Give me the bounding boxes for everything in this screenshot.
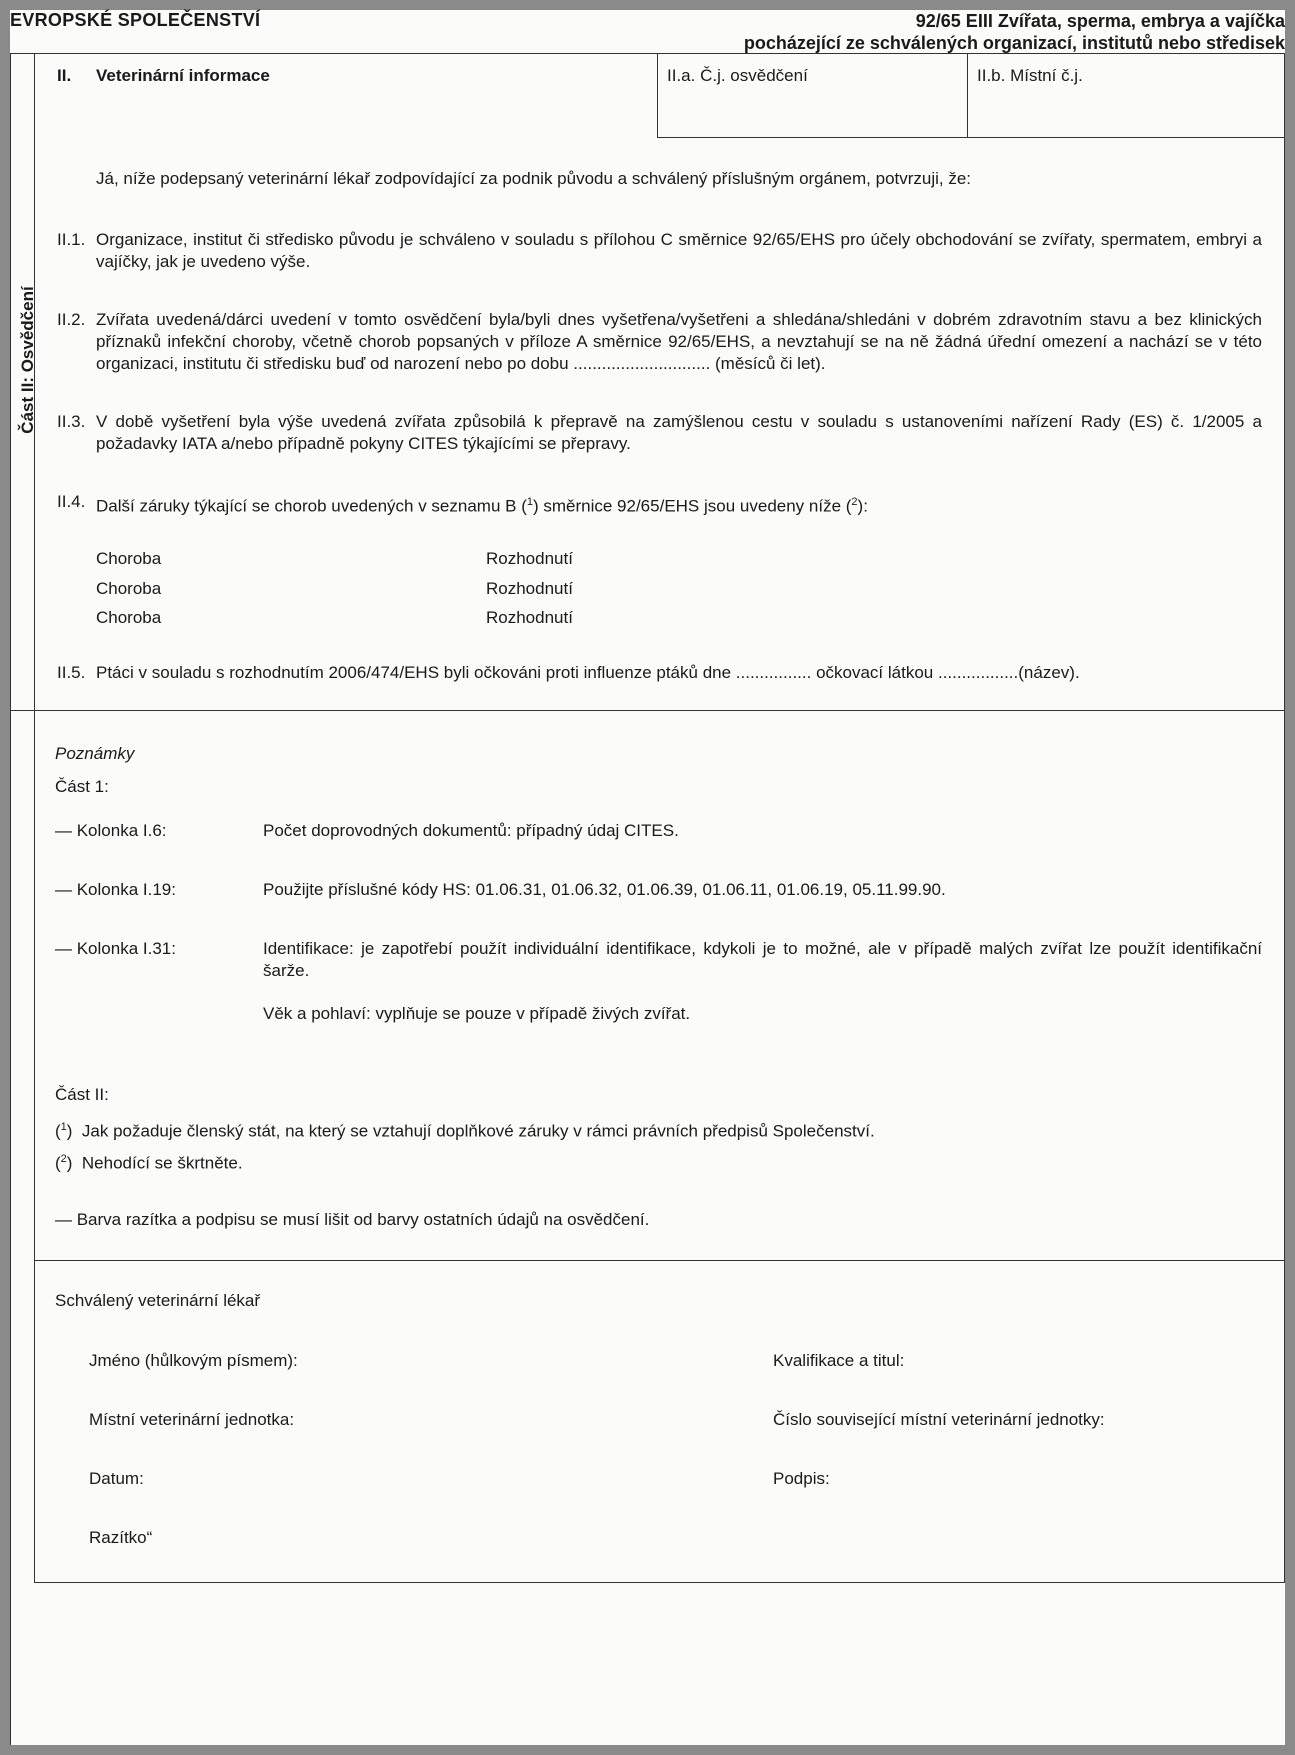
date-field: Datum: — [89, 1469, 144, 1488]
box-label: — Kolonka I.19: — [55, 880, 176, 899]
disease-label: Choroba — [96, 579, 162, 598]
notes-title: Poznámky — [55, 744, 135, 763]
qualification-field: Kvalifikace a titul: — [773, 1351, 905, 1370]
box-label: — Kolonka I.6: — [55, 821, 167, 840]
local-number-field: II.b. Místní č.j. — [977, 66, 1083, 85]
box-label: — Kolonka I.31: — [55, 939, 176, 958]
footnote-1: ($^1$) Jak požaduje členský stát, na který se vztahují doplňkové záruky v rámci právních předpisů Společenství. — [55, 1121, 875, 1141]
header-right-line1: 92/65 EIII Zvířata, sperma, embrya a vajíčka — [915, 11, 1285, 31]
notes-part2: Část II: — [55, 1085, 109, 1104]
item-number: II.5. — [57, 663, 86, 682]
box-note: Počet doprovodných dokumentů: případný údaj CITES. — [263, 821, 679, 840]
disease-label: Choroba — [96, 608, 162, 627]
notes-divider — [34, 710, 1285, 711]
item-number: II.1. — [57, 230, 86, 249]
frame-left — [10, 53, 11, 1745]
vet-unit-field: Místní veterinární jednotka: — [89, 1410, 295, 1429]
section-number: II. — [57, 66, 72, 85]
item-text: Zvířata uvedená/dárci uvedení v tomto osvědčení byla/byli dnes vyšetřena/vyšetřeni a shledána/shledáni v dobrém zdravotním stavu a bez klinických příznaků infekční choroby, včetně chorob popsaných v příloze A směrnice 92/65/EHS, a nevztahují se na ně žádná úřední omezení a nachází se v této organizaci, institutu či středisku buď od narození nebo po dobu ............................. (měsíců či let). — [96, 310, 1262, 373]
cert-no-box-left — [657, 53, 658, 137]
box-note: Použijte příslušné kódy HS: 01.06.31, 01.06.32, 01.06.39, 01.06.11, 01.06.19, 05.11.99.90. — [263, 880, 946, 899]
vet-unit-number-field: Číslo související místní veterinární jednotky: — [773, 1410, 1105, 1429]
item-text: Ptáci v souladu s rozhodnutím 2006/474/EHS byli očkováni proti influenze ptáků dne ................ očkovací látkou .................(název). — [96, 663, 1080, 682]
footnote-2: ($^2$) Nehodící se škrtněte. — [55, 1153, 243, 1173]
disease-label: Choroba — [96, 549, 162, 568]
side-label: Část II: Osvědčení — [18, 286, 37, 434]
stamp-field: Razítko“ — [89, 1528, 153, 1547]
signature-title: Schválený veterinární lékař — [55, 1291, 261, 1310]
item-number: II.2. — [57, 310, 86, 329]
header-divider — [10, 53, 1285, 54]
signature-field: Podpis: — [773, 1469, 830, 1488]
cert-no-box-right — [967, 53, 968, 137]
certificate-page — [10, 10, 1285, 1745]
item-number: II.4. — [57, 492, 86, 511]
header-left: EVROPSKÉ SPOLEČENSTVÍ — [10, 10, 261, 30]
item-text: Další záruky týkající se chorob uvedených v seznamu B ($^1$) směrnice 92/65/EHS jsou uvedeny níže ($^2$): — [96, 496, 868, 516]
intro-statement: Já, níže podepsaný veterinární lékař zodpovídající za podnik původu a schválený příslušným orgánem, potvrzuji, že: — [96, 169, 972, 188]
section-title: Veterinární informace — [96, 66, 270, 85]
age-sex-note: Věk a pohlaví: vyplňuje se pouze v případě živých zvířat. — [263, 1004, 691, 1023]
box-note: Identifikace: je zapotřebí použít individuální identifikace, kdykoli je to možné, ale v případě malých zvířat lze použít identifikační šarže. — [263, 939, 1262, 980]
header-right — [585, 10, 1285, 54]
decision-label: Rozhodnutí — [486, 579, 573, 598]
item-text: V době vyšetření byla výše uvedená zvířata způsobilá k přepravě na zamýšlenou cestu v souladu s ustanoveními nařízení Rady (ES) č. 1/2005 a požadavky IATA a/nebo případně pokyny CITES týkajícími se přepravy. — [96, 412, 1262, 453]
name-field: Jméno (hůlkovým písmem): — [89, 1351, 298, 1370]
frame-right — [1284, 53, 1285, 1583]
frame-bottom — [34, 1582, 1285, 1583]
decision-label: Rozhodnutí — [486, 549, 573, 568]
decision-label: Rozhodnutí — [486, 608, 573, 627]
cert-number-field: II.a. Č.j. osvědčení — [667, 66, 808, 85]
item-text: Organizace, institut či středisko původu je schváleno v souladu s přílohou C směrnice 92/65/EHS pro účely obchodování se zvířaty, spermatem, embryi a vajíčky, jak je uvedeno výše. — [96, 230, 1262, 271]
stamp-color-note: — Barva razítka a podpisu se musí lišit od barvy ostatních údajů na osvědčení. — [55, 1210, 650, 1229]
header-right-line2: pocházející ze schválených organizací, institutů nebo středisek — [743, 33, 1285, 53]
signature-divider — [34, 1260, 1285, 1261]
notes-part1: Část 1: — [55, 777, 109, 796]
side-label-divider — [10, 710, 35, 711]
cert-no-box-bottom — [657, 137, 1285, 138]
item-number: II.3. — [57, 412, 86, 431]
